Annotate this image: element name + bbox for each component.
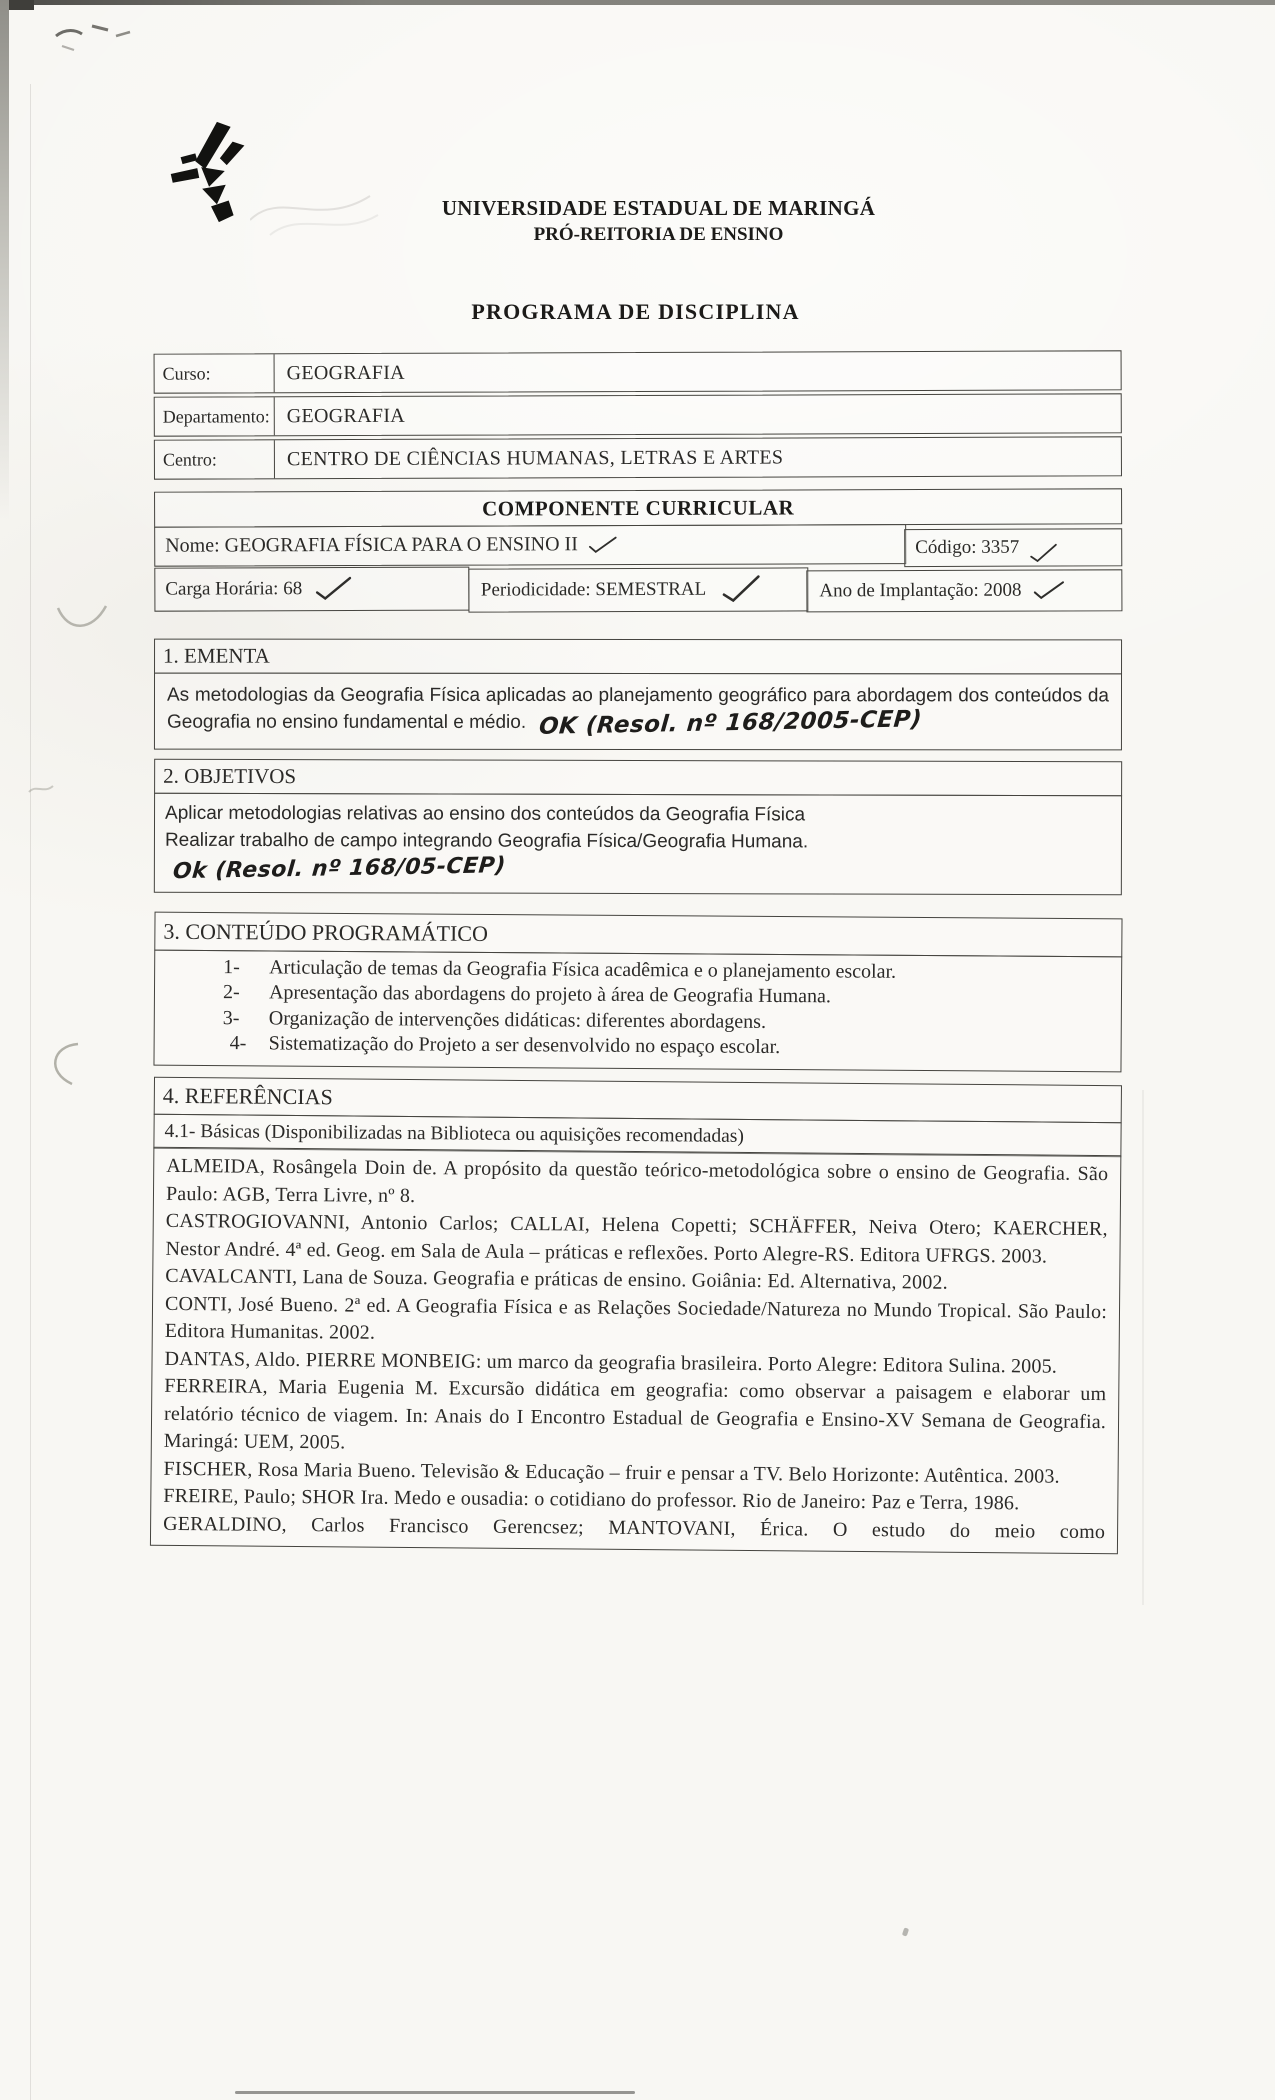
handwritten-check-icon xyxy=(588,535,618,555)
referencias-title: 4. REFERÊNCIAS xyxy=(154,1076,1122,1122)
reference-entry: CONTI, José Bueno. 2ª ed. A Geografia Física e as Relações Sociedade/Natureza no Mundo Tropical. São Paulo: Editora Humanitas. 2002. xyxy=(164,1291,1108,1344)
objetivos-body xyxy=(154,792,1122,895)
item-number: 2- xyxy=(222,981,240,1004)
handwritten-check-icon xyxy=(1028,542,1060,565)
item-text: Articulação de temas da Geografia Física acadêmica e o planejamento escolar. xyxy=(269,955,897,983)
handwritten-annotation: Ok (Resol. nº 168/05-CEP) xyxy=(171,852,507,884)
ementa-body xyxy=(154,672,1122,750)
codigo-text: Código: 3357 xyxy=(915,536,1020,558)
objetivo-line xyxy=(165,826,1111,883)
info-row-centro xyxy=(154,436,1122,479)
scan-edge-top xyxy=(0,0,1275,5)
referencias-subtitle: 4.1- Básicas (Disponibilizadas na Biblioteca ou aquisições recomendadas) xyxy=(153,1113,1121,1156)
conteudo-title: 3. CONTEÚDO PROGRAMÁTICO xyxy=(154,912,1122,958)
form-body xyxy=(154,352,1122,1550)
document-header xyxy=(175,196,1142,246)
section-referencias xyxy=(150,1076,1122,1553)
nome-cell xyxy=(154,524,906,567)
reference-entry: CASTROGIOVANNI, Antonio Carlos; CALLAI, Helena Copetti; SCHÄFFER, Neiva Otero; KAERCHER, Nestor André. 4ª ed. Geog. em Sala de Aula – práticas e reflexões. Porto Alegre-RS. Editora UFRGS. 2003. xyxy=(165,1209,1108,1267)
reference-entry: FERREIRA, Maria Eugenia M. Excursão didática em geografia: como observar a paisagem e elaborar um relatório técnico de viagem. In: Anais do I Encontro Estadual de Geografia e Ensino-XV Semana de Geografia. Maringá: UEM, 2005. xyxy=(163,1374,1107,1453)
reference-entry: ALMEIDA, Rosângela Doin de. A propósito da questão teórico-metodológica sobre o ensino de Geografia. São Paulo: AGB, Terra Livre, nº 8. xyxy=(165,1154,1109,1207)
reference-entry: GERALDINO, Carlos Francisco Gerencsez; MANTOVANI, Érica. O estudo do meio como xyxy=(163,1511,1106,1543)
top-tables-group xyxy=(154,350,1123,614)
item-text: Sistematização do Projeto a ser desenvolvido no espaço escolar. xyxy=(268,1032,781,1058)
conteudo-item xyxy=(165,1031,1111,1063)
reference-entry: FREIRE, Paulo; SHOR Ira. Medo e ousadia: o cotidiano do professor. Rio de Janeiro: Paz e Terra, 1986. xyxy=(163,1484,1020,1514)
scan-edge-bottom xyxy=(235,2091,635,2094)
ano-implantacao-text: Ano de Implantação: 2008 xyxy=(819,579,1022,602)
item-text: Organização de intervenções didáticas: diferentes abordagens. xyxy=(268,1006,767,1033)
periodicidade-cell xyxy=(468,567,808,612)
reference-entry: FISCHER, Rosa Maria Bueno. Televisão & Educação – fruir e pensar a TV. Belo Horizonte: Autêntica. 2003. xyxy=(163,1456,1060,1487)
ano-implantacao-cell xyxy=(806,569,1122,612)
componente-curricular-header: COMPONENTE CURRICULAR xyxy=(154,488,1122,527)
handwritten-annotation: OK (Resol. nº 168/2005-CEP) xyxy=(538,705,924,740)
objetivos-title: 2. OBJETIVOS xyxy=(154,758,1122,796)
codigo-cell xyxy=(904,528,1122,567)
conteudo-body xyxy=(153,949,1122,1072)
reference-entry: DANTAS, Aldo. PIERRE MONBEIG: um marco da geografia brasileira. Porto Alegre: Editora Sulina. 2005. xyxy=(164,1346,1058,1377)
handwritten-check-icon xyxy=(715,573,770,606)
centro-value: CENTRO DE CIÊNCIAS HUMANAS, LETRAS E ARTES xyxy=(286,445,784,470)
objetivo-line: Aplicar metodologias relativas ao ensino dos conteúdos da Geografia Física xyxy=(165,801,806,825)
pencil-mark-icon xyxy=(28,782,54,796)
handwritten-check-icon xyxy=(311,575,357,602)
curso-value: GEOGRAFIA xyxy=(286,361,405,384)
departamento-label: Departamento: xyxy=(155,397,275,435)
reference-entry: CAVALCANTI, Lana de Souza. Geografia e práticas de ensino. Goiânia: Ed. Alternativa, 2002. xyxy=(165,1264,948,1294)
item-number: 1- xyxy=(223,955,240,978)
referencias-body xyxy=(150,1146,1121,1553)
pencil-mark-icon xyxy=(44,1042,84,1088)
ementa-title: 1. EMENTA xyxy=(154,639,1122,675)
centro-label: Centro: xyxy=(155,440,275,478)
section-ementa xyxy=(154,639,1122,750)
section-conteudo xyxy=(153,912,1122,1072)
periodicidade-text: Periodicidade: SEMESTRAL xyxy=(480,578,707,601)
office-name: PRÓ-REITORIA DE ENSINO xyxy=(533,224,784,245)
componente-detail-row xyxy=(154,564,1122,614)
ink-spot xyxy=(902,1927,909,1936)
university-name: UNIVERSIDADE ESTADUAL DE MARINGÁ xyxy=(441,196,876,220)
pencil-scribble-icon xyxy=(52,20,132,56)
carga-horaria-cell xyxy=(154,567,469,612)
section-objetivos xyxy=(154,758,1122,894)
curso-label: Curso: xyxy=(155,354,275,392)
item-text: Apresentação das abordagens do projeto à área de Geografia Humana. xyxy=(268,981,832,1008)
scan-streak xyxy=(1142,1090,1144,1605)
departamento-value: GEOGRAFIA xyxy=(286,404,406,427)
ementa-text: As metodologias da Geografia Física aplicadas ao planejamento geográfico para abordagem dos conteúdos da Geografia no ensino fundamental e médio. xyxy=(166,684,1110,733)
carga-horaria-text: Carga Horária: 68 xyxy=(165,578,303,600)
pencil-mark-icon xyxy=(56,602,108,638)
scan-edge-left xyxy=(0,0,9,520)
item-number: 3- xyxy=(222,1006,240,1029)
document-title: PROGRAMA DE DISCIPLINA xyxy=(471,299,800,324)
paper-edge-line xyxy=(30,84,31,2100)
nome-text: Nome: GEOGRAFIA FÍSICA PARA O ENSINO II xyxy=(165,533,578,557)
info-row-departamento xyxy=(154,393,1122,436)
handwritten-check-icon xyxy=(1031,581,1067,601)
componente-nome-row xyxy=(154,523,1122,569)
info-row-curso xyxy=(154,350,1122,393)
objetivo-line-text: Realizar trabalho de campo integrando Geografia Física/Geografia Humana. xyxy=(164,828,809,852)
item-number: 4- xyxy=(229,1032,247,1055)
